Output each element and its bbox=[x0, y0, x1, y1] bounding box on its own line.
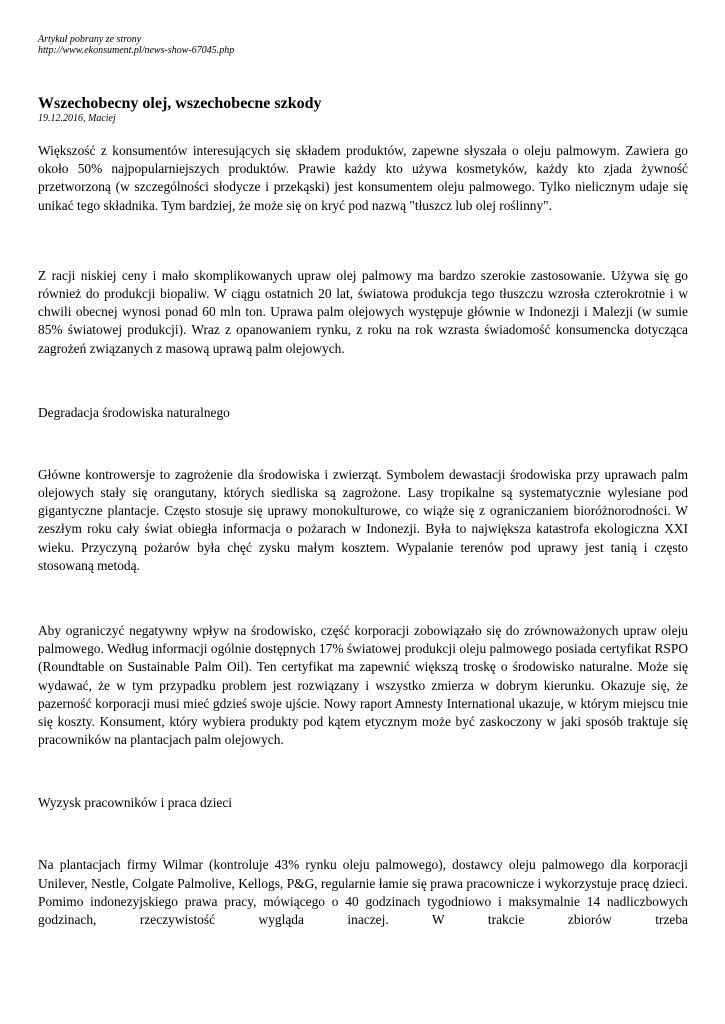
source-label: Artykuł pobrany ze strony bbox=[38, 34, 142, 45]
article-paragraph: Na plantacjach firmy Wilmar (kontroluje 43% rynku oleju palmowego), dostawcy oleju palmowego dla korporacji Unilever, Nestle, Colgate Palmolive, Kellogs, P&G, regularnie łamie się prawa pracownicze i wykorzystuje pracę dzieci. Pomimo indonezyjskiego prawa pracy, mówiącego o 40 godzinach tygodniowo i maksymalnie 14 nadliczbowych godzinach, rzeczywistość wygląda inaczej. W trakcie zbiorów trzeba bbox=[38, 857, 688, 928]
article-title: Wszechobecny olej, wszechobecne szkody bbox=[38, 95, 322, 112]
source-url: http://www.ekonsument.pl/news-show-67045.php bbox=[38, 45, 235, 56]
document-page bbox=[38, 34, 688, 929]
article-paragraph: Główne kontrowersje to zagrożenie dla środowiska i zwierząt. Symbolem dewastacji środowiska przy uprawach palm olejowych stały się orangutany, których siedliska są zagrożone. Lasy tropikalne są systematycznie wylesiane pod gigantyczne plantacje. Często stosuje się uprawy monokulturowe, co wiąże się z ograniczaniem bioróżnorodności. W zeszłym roku cały świat obiegła informacja o pożarach w Indonezji. Była to największa katastrofa ekologiczna XXI wieku. Przyczyną pożarów była chęć zysku małym kosztem. Wypalanie terenów pod uprawy jest tanią i często stosowaną metodą. bbox=[38, 466, 688, 573]
article-paragraph: Aby ograniczyć negatywny wpływ na środowisko, część korporacji zobowiązało się do zrównoważonych upraw oleju palmowego. Według informacji ogólnie dostępnych 17% światowej produkcji oleju palmowego posiada certyfikat RSPO (Roundtable on Sustainable Palm Oil). Ten certyfikat ma zapewnić większą troskę o środowisko naturalne. Może się wydawać, że w tym przypadku problem jest rozwiązany i wszystko zmierza w dobrym kierunku. Okazuje się, że pazerność korporacji musi mieć gdzieś swoje ujście. Nowy raport Amnesty International ukazuje, w którym miejscu tnie się koszty. Konsument, który wybiera produkty pod kątem etycznym może być zaskoczony w jaki sposób traktuje się pracowników na plantacjach palm olejowych. bbox=[38, 623, 688, 748]
section-heading: Wyzysk pracowników i praca dzieci bbox=[38, 795, 233, 811]
article-byline: 19.12.2016, Maciej bbox=[38, 113, 116, 124]
article-paragraph: Większość z konsumentów interesujących się składem produktów, zapewne słyszała o oleju palmowym. Zawiera go około 50% najpopularniejszych produktów. Prawie każdy kto używa kosmetyków, każdy kto zjada żywność przetworzoną (w szczególności słodycze i przekąski) jest konsumentem oleju palmowego. Tylko nielicznym udaje się unikać tego składnika. Tym bardziej, że może się on kryć pod nazwą "tłuszcz lub olej roślinny". bbox=[38, 143, 688, 213]
section-heading: Degradacja środowiska naturalnego bbox=[38, 404, 230, 420]
article-paragraph: Z racji niskiej ceny i mało skomplikowanych upraw olej palmowy ma bardzo szerokie zastosowanie. Używa się go również do produkcji biopaliw. W ciągu ostatnich 20 lat, światowa produkcja tego tłuszczu wzrosła czterokrotnie i w chwili obecnej wynosi ponad 60 mln ton. Uprawa palm olejowych występuje głównie w Indonezji i Malezji (w sumie 85% światowej produkcji). Wraz z opanowaniem rynku, z roku na rok wzrasta świadomość konsumencka dotycząca zagrożeń związanych z masową uprawą palm olejowych. bbox=[38, 267, 688, 356]
